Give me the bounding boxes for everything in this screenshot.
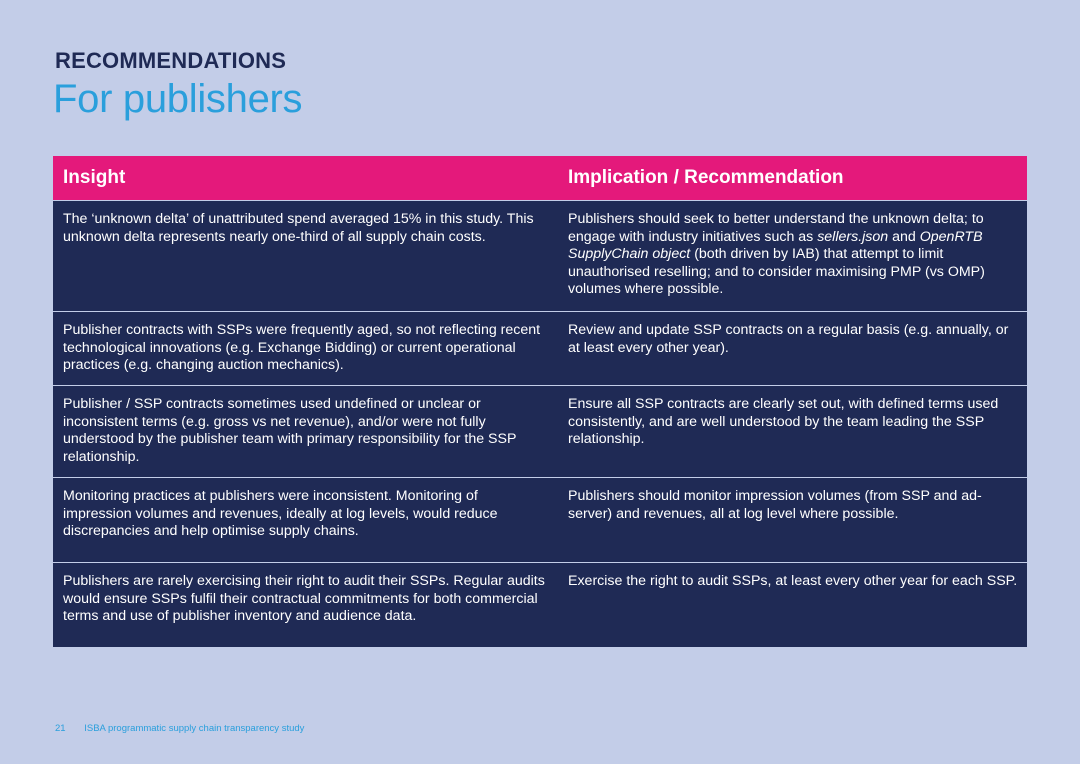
recommendation-cell: Exercise the right to audit SSPs, at least every other year for each SSP. xyxy=(568,573,1018,589)
recommendation-text: Publishers should seek to better understand the unknown delta; to engage with industry initiatives such as xyxy=(568,211,984,245)
recommendation-text: and xyxy=(888,228,920,245)
insight-cell: The ‘unknown delta’ of unattributed spend averaged 15% in this study. This unknown delta represents nearly one-third of all supply chain costs. xyxy=(63,211,534,245)
recommendation-italic-term: sellers.json xyxy=(817,228,889,245)
recommendation-cell: Ensure all SSP contracts are clearly set out, with defined terms used consistently, and are well understood by the team leading the SSP relationship. xyxy=(568,396,999,447)
table-row xyxy=(53,311,1027,385)
insight-cell: Publisher / SSP contracts sometimes used undefined or unclear or inconsistent terms (e.g. gross vs net revenue), and/or were not fully understood by the publisher team with primary responsibility for the SSP relationship. xyxy=(63,396,517,465)
table-header xyxy=(53,156,1027,200)
footer-text: ISBA programmatic supply chain transparency study xyxy=(84,723,305,734)
table-row xyxy=(53,562,1027,647)
page-footer xyxy=(55,723,304,734)
section-eyebrow: RECOMMENDATIONS xyxy=(55,48,287,73)
recommendation-cell xyxy=(558,201,1027,311)
insight-cell: Publisher contracts with SSPs were frequently aged, so not reflecting recent technological innovations (e.g. Exchange Bidding) or current operational practices (e.g. changing auction mechanics). xyxy=(63,322,541,373)
table-row xyxy=(53,385,1027,477)
page-number: 21 xyxy=(55,723,66,734)
column-header-insight: Insight xyxy=(63,167,126,188)
recommendation-italic-term: OpenRTB SupplyChain object xyxy=(568,228,983,262)
recommendation-text: (both driven by IAB) that attempt to limit unauthorised reselling; and to consider maximising PMP (vs OMP) volumes where possible. xyxy=(568,246,985,297)
recommendation-cell: Review and update SSP contracts on a regular basis (e.g. annually, or at least every other year). xyxy=(568,322,1009,356)
table-row xyxy=(53,200,1027,311)
insight-cell: Publishers are rarely exercising their right to audit their SSPs. Regular audits would ensure SSPs fulfil their contractual commitments for both commercial terms and use of publisher inventory and audience data. xyxy=(63,573,545,624)
table-row xyxy=(53,477,1027,562)
page-title: For publishers xyxy=(53,77,303,121)
insight-cell: Monitoring practices at publishers were inconsistent. Monitoring of impression volumes and revenues, ideally at log levels, would reduce discrepancies and help optimise supply chains. xyxy=(63,488,498,539)
recommendation-cell: Publishers should monitor impression volumes (from SSP and ad-server) and revenues, all at log level where possible. xyxy=(568,488,982,522)
column-header-recommendation: Implication / Recommendation xyxy=(568,167,844,188)
recommendations-table xyxy=(53,156,1027,647)
